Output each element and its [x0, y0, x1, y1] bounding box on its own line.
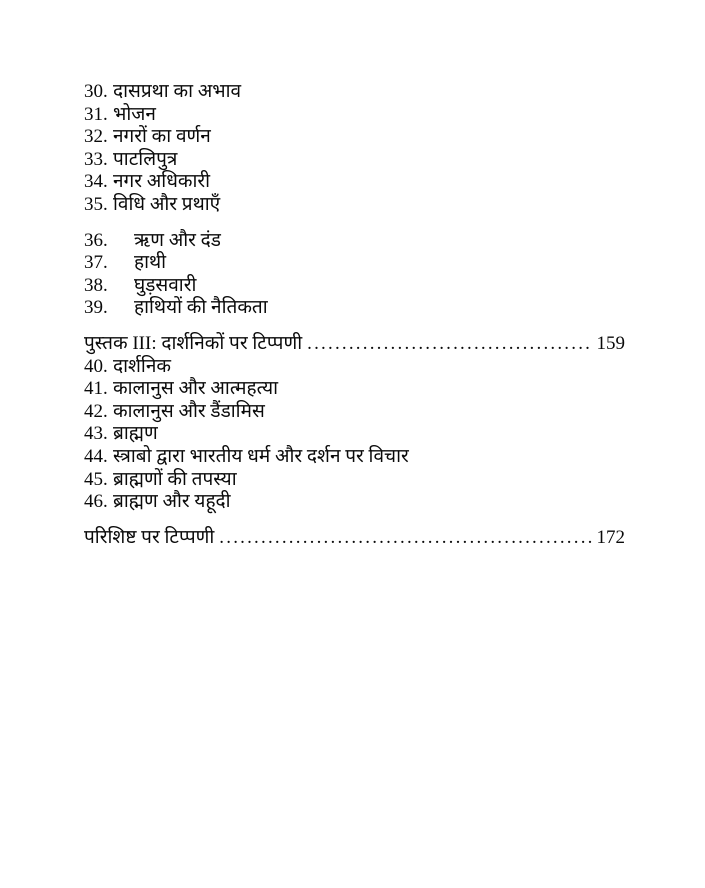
toc-entry-41 — [84, 378, 625, 401]
toc-entry-number: 34. — [84, 171, 108, 193]
toc-entry-label: ब्राह्मण और यहूदी — [113, 491, 231, 513]
toc-group-30-35 — [84, 81, 625, 217]
dot-leader — [307, 333, 592, 356]
toc-entry-39 — [84, 297, 625, 320]
toc-entry-34 — [84, 171, 625, 194]
toc-entry-label: विधि और प्रथाएँ — [113, 193, 221, 215]
toc-entry-46 — [84, 491, 625, 514]
toc-entry-label: हाथियों की नैतिकता — [134, 297, 268, 319]
toc-entry-42 — [84, 401, 625, 424]
toc-entry-label: नगरों का वर्णन — [113, 126, 211, 148]
toc-entry-number: 41. — [84, 378, 108, 400]
toc-entry-number: 43. — [84, 423, 108, 445]
toc-entry-number: 35. — [84, 193, 108, 215]
toc-entry-number: 32. — [84, 126, 108, 148]
toc-entry-number: 31. — [84, 103, 108, 125]
toc-entry-33 — [84, 149, 625, 172]
toc-entry-label: घुड़सवारी — [134, 274, 197, 296]
toc-entry-number: 38. — [84, 274, 108, 296]
toc-entry-32 — [84, 126, 625, 149]
toc-entry-label: ब्राह्मण — [113, 423, 158, 445]
toc-entry-37 — [84, 252, 625, 275]
section-title: पुस्तक III: दार्शनिकों पर टिप्पणी — [84, 332, 303, 354]
toc-entry-label: ब्राह्मणों की तपस्या — [113, 468, 237, 490]
toc-entry-number: 33. — [84, 148, 108, 170]
toc-group-book3 — [84, 333, 625, 514]
toc-entry-40 — [84, 356, 625, 379]
toc-entry-43 — [84, 423, 625, 446]
toc-entry-number: 40. — [84, 355, 108, 377]
dot-leader — [219, 527, 592, 550]
toc-entry-number: 46. — [84, 491, 108, 513]
toc-entry-number: 39. — [84, 297, 108, 319]
toc-entry-label: कालानुस और आत्महत्या — [113, 378, 279, 400]
toc-entry-number: 45. — [84, 468, 108, 490]
toc-section-header-book3 — [84, 333, 625, 356]
toc-entry-number: 37. — [84, 252, 108, 274]
toc-entry-38 — [84, 275, 625, 298]
toc-entry-label: भोजन — [113, 103, 156, 125]
toc-entry-label: हाथी — [134, 252, 167, 274]
toc-entry-label: दासप्रथा का अभाव — [113, 81, 242, 102]
toc-group-36-39 — [84, 230, 625, 320]
section-page-number: 159 — [596, 332, 625, 354]
toc-entry-30 — [84, 81, 625, 104]
toc-entry-35 — [84, 194, 625, 217]
toc-entry-44 — [84, 446, 625, 469]
toc-entry-label: स्त्राबो द्वारा भारतीय धर्म और दर्शन पर विचार — [113, 445, 409, 467]
section-title: परिशिष्ट पर टिप्पणी — [84, 526, 215, 548]
toc-entry-label: दार्शनिक — [113, 355, 171, 377]
toc-entry-36 — [84, 230, 625, 253]
toc-entry-number: 44. — [84, 445, 108, 467]
toc-group-appendix — [84, 527, 625, 550]
toc-entry-number: 36. — [84, 229, 108, 251]
toc-entry-label: ऋण और दंड — [134, 229, 221, 251]
toc-entry-31 — [84, 104, 625, 127]
section-page-number: 172 — [596, 526, 625, 548]
toc-entry-label: पाटलिपुत्र — [113, 148, 178, 170]
toc-entry-45 — [84, 469, 625, 492]
toc-entry-number: 42. — [84, 400, 108, 422]
toc-entry-label: कालानुस और डैंडामिस — [113, 400, 265, 422]
toc-section-header-appendix — [84, 527, 625, 550]
toc-entry-label: नगर अधिकारी — [113, 171, 211, 193]
toc-entry-number: 30. — [84, 81, 108, 102]
